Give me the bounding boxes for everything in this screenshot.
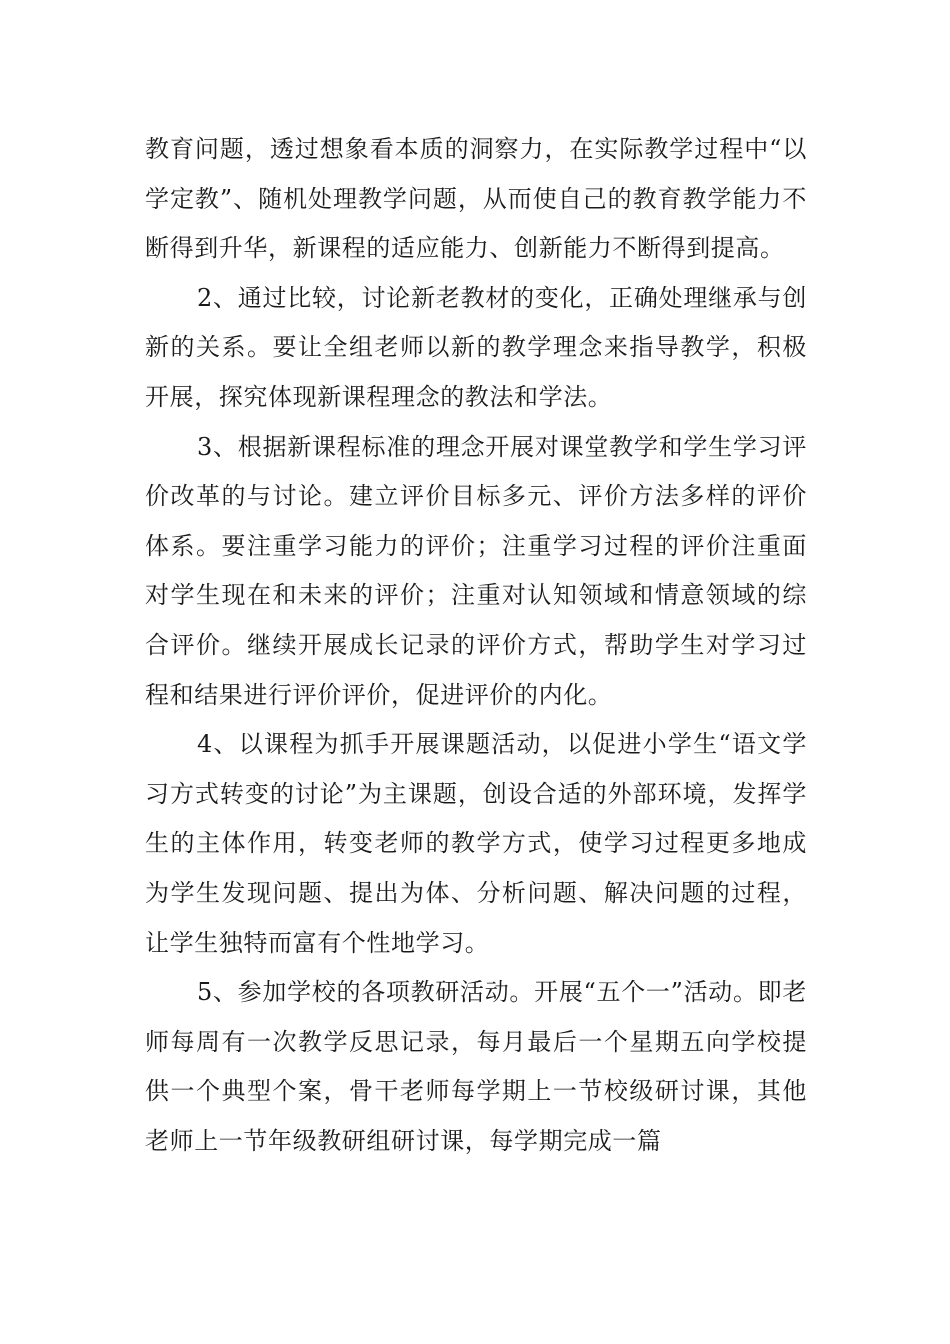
document-body bbox=[145, 125, 807, 1166]
paragraph-item-3: 3、根据新课程标准的理念开展对课堂教学和学生学习评价改革的与讨论。建立评价目标多元、评价方法多样的评价体系。要注重学习能力的评价；注重学习过程的评价注重面对学生现在和未来的评价；注重对认知领域和情意领域的综合评价。继续开展成长记录的评价方式，帮助学生对学习过程和结果进行评价评价，促进评价的内化。 bbox=[145, 432, 807, 709]
paragraph-item-2: 2、通过比较，讨论新老教材的变化，正确处理继承与创新的关系。要让全组老师以新的教学理念来指导教学，积极开展，探究体现新课程理念的教法和学法。 bbox=[145, 283, 807, 411]
paragraph-item-5: 5、参加学校的各项教研活动。开展“五个一”活动。即老师每周有一次教学反思记录，每月最后一个星期五向学校提供一个典型个案，骨干老师每学期上一节校级研讨课，其他老师上一节年级教研组研讨课，每学期完成一篇 bbox=[145, 978, 807, 1155]
paragraph-item-4: 4、以课程为抓手开展课题活动，以促进小学生“语文学习方式转变的讨论”为主课题，创设合适的外部环境，发挥学生的主体作用，转变老师的教学方式，使学习过程更多地成为学生发现问题、提出为体、分析问题、解决问题的过程，让学生独特而富有个性地学习。 bbox=[145, 730, 807, 957]
paragraph-continuation: 教育问题，透过想象看本质的洞察力，在实际教学过程中“以学定教”、随机处理教学问题，从而使自己的教育教学能力不断得到升华，新课程的适应能力、创新能力不断得到提高。 bbox=[145, 135, 807, 263]
